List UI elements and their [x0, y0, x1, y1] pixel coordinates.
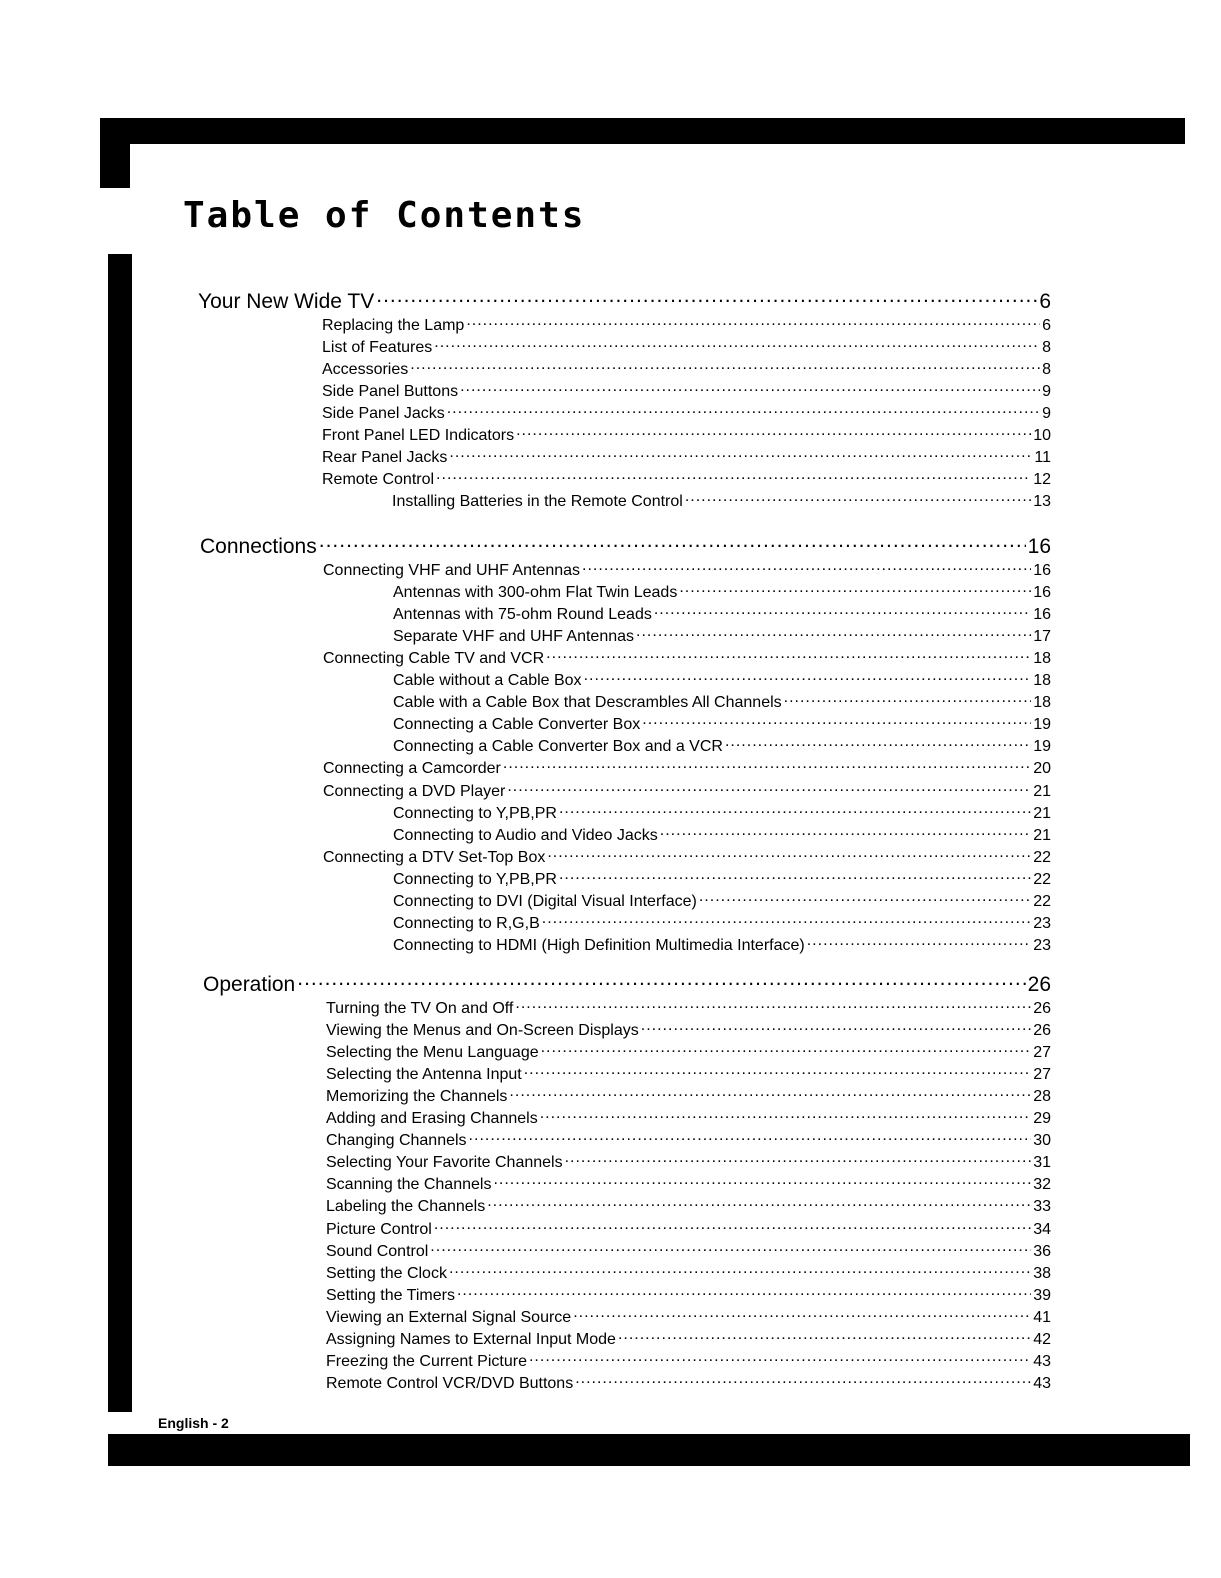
entry-title: Side Panel Jacks	[322, 404, 445, 422]
dot-leader	[447, 400, 1040, 418]
entry-title: Antennas with 75-ohm Round Leads	[393, 605, 652, 623]
entry-title: Rear Panel Jacks	[322, 449, 448, 467]
dot-leader	[565, 1150, 1032, 1168]
dot-leader	[547, 844, 1031, 862]
entry-page-number: 33	[1033, 1198, 1051, 1216]
entry-title: Connecting to HDMI (High Definition Multimedia Interface)	[393, 937, 805, 955]
entry-title: Side Panel Buttons	[322, 382, 459, 400]
dot-leader	[541, 1039, 1032, 1057]
toc-entry[interactable]	[322, 334, 1051, 357]
dot-leader	[654, 601, 1031, 619]
entry-page-number: 31	[1033, 1154, 1051, 1172]
left-border-tab	[100, 118, 130, 188]
dot-leader	[641, 1017, 1031, 1035]
entry-page-number: 21	[1033, 826, 1051, 844]
toc-subentry[interactable]	[393, 889, 1051, 912]
entry-title: Connecting to Audio and Video Jacks	[393, 826, 658, 844]
dot-leader	[685, 489, 1031, 507]
entry-page-number: 43	[1033, 1353, 1051, 1371]
dot-leader	[507, 778, 1031, 796]
entry-title: Connecting a DTV Set-Top Box	[323, 848, 546, 866]
entry-page-number: 17	[1033, 627, 1051, 645]
toc-entry[interactable]	[326, 995, 1051, 1018]
entry-page-number: 34	[1033, 1220, 1051, 1238]
dot-leader	[699, 889, 1031, 907]
toc-entry[interactable]	[326, 1061, 1051, 1084]
entry-title: Cable without a Cable Box	[393, 672, 582, 690]
dot-leader	[540, 1106, 1032, 1124]
entry-title: Sound Control	[326, 1242, 429, 1260]
entry-page-number: 30	[1033, 1132, 1051, 1150]
dot-leader	[493, 1172, 1031, 1190]
toc-entry[interactable]	[322, 356, 1051, 379]
entry-page-number: 22	[1033, 893, 1051, 911]
entry-page-number: 29	[1033, 1110, 1051, 1128]
toc-entry[interactable]	[322, 378, 1051, 401]
entry-title: Antennas with 300-ohm Flat Twin Leads	[393, 583, 678, 601]
toc-entry[interactable]	[326, 1216, 1051, 1239]
entry-page-number: 22	[1033, 870, 1051, 888]
entry-page-number: 8	[1042, 360, 1051, 378]
toc-subentry[interactable]	[393, 866, 1051, 889]
entry-page-number: 9	[1042, 404, 1051, 422]
toc-entry[interactable]	[322, 467, 1051, 490]
toc-entry[interactable]	[326, 1371, 1051, 1394]
toc-entry[interactable]	[322, 423, 1051, 446]
toc-subentry[interactable]	[393, 690, 1051, 713]
dot-leader	[436, 467, 1031, 485]
entry-title: Connecting to Y,PB,PR	[393, 870, 557, 888]
toc-subentry[interactable]	[393, 800, 1051, 823]
dot-leader	[503, 756, 1031, 774]
toc-entry[interactable]	[326, 1083, 1051, 1106]
entry-page-number: 39	[1033, 1286, 1051, 1304]
toc-entry[interactable]	[323, 557, 1051, 580]
dot-leader	[582, 557, 1031, 575]
dot-leader	[575, 1371, 1031, 1389]
entry-title: Operation	[203, 973, 296, 997]
entry-page-number: 9	[1042, 382, 1051, 400]
left-border-bar	[108, 254, 132, 1412]
entry-title: Selecting Your Favorite Channels	[326, 1154, 563, 1172]
entry-title: Connecting to DVI (Digital Visual Interface)	[393, 893, 697, 911]
entry-page-number: 21	[1033, 804, 1051, 822]
entry-page-number: 19	[1033, 716, 1051, 734]
toc-entry[interactable]	[326, 1304, 1051, 1327]
dot-leader	[529, 1349, 1031, 1367]
dot-leader	[410, 356, 1040, 374]
dot-leader	[515, 995, 1031, 1013]
toc-entry[interactable]	[322, 400, 1051, 423]
toc-subentry[interactable]	[393, 668, 1051, 691]
entry-page-number: 41	[1033, 1308, 1051, 1326]
entry-page-number: 12	[1033, 471, 1051, 489]
entry-title: Labeling the Channels	[326, 1198, 486, 1216]
dot-leader	[807, 933, 1031, 951]
toc-entry[interactable]	[326, 1172, 1051, 1195]
entry-title: Viewing an External Signal Source	[326, 1308, 572, 1326]
toc-entry[interactable]	[323, 778, 1051, 801]
dot-leader	[584, 668, 1032, 686]
dot-leader	[524, 1061, 1031, 1079]
entry-title: Connecting Cable TV and VCR	[323, 649, 545, 667]
entry-page-number: 16	[1033, 561, 1051, 579]
dot-leader	[516, 423, 1031, 441]
entry-page-number: 18	[1033, 672, 1051, 690]
entry-title: Selecting the Antenna Input	[326, 1065, 522, 1083]
toc-entry[interactable]	[322, 312, 1051, 335]
toc-entry[interactable]	[326, 1150, 1051, 1173]
toc-entry[interactable]	[326, 1128, 1051, 1151]
dot-leader	[636, 623, 1031, 641]
entry-title: Connecting to Y,PB,PR	[393, 804, 557, 822]
entry-title: Freezing the Current Picture	[326, 1353, 527, 1371]
entry-title: Connecting a Cable Converter Box and a VCR	[393, 738, 723, 756]
entry-page-number: 43	[1033, 1375, 1051, 1393]
toc-entry[interactable]	[326, 1349, 1051, 1372]
toc-subentry[interactable]	[393, 933, 1051, 956]
entry-title: Assigning Names to External Input Mode	[326, 1331, 616, 1349]
dot-leader	[679, 579, 1031, 597]
entry-title: Changing Channels	[326, 1132, 467, 1150]
dot-leader	[449, 1260, 1031, 1278]
entry-title: Remote Control VCR/DVD Buttons	[326, 1375, 574, 1393]
toc-subentry[interactable]	[393, 822, 1051, 845]
entry-page-number: 13	[1033, 493, 1051, 511]
top-border-bar	[100, 118, 1185, 144]
entry-page-number: 23	[1033, 937, 1051, 955]
entry-page-number: 16	[1033, 605, 1051, 623]
page-footer: English - 2	[158, 1415, 229, 1431]
entry-title: Turning the TV On and Off	[326, 999, 514, 1017]
entry-title: Connecting VHF and UHF Antennas	[323, 561, 581, 579]
dot-leader	[319, 530, 1026, 553]
entry-title: Replacing the Lamp	[322, 316, 465, 334]
dot-leader	[487, 1194, 1031, 1212]
entry-page-number: 26	[1033, 1021, 1051, 1039]
dot-leader	[660, 822, 1031, 840]
entry-page-number: 19	[1033, 738, 1051, 756]
entry-title: Accessories	[322, 360, 409, 378]
toc-entry[interactable]	[326, 1327, 1051, 1350]
dot-leader	[784, 690, 1032, 708]
dot-leader	[430, 1238, 1031, 1256]
dot-leader	[457, 1282, 1031, 1300]
dot-leader	[460, 378, 1040, 396]
entry-title: Connecting to R,G,B	[393, 915, 540, 933]
entry-title: List of Features	[322, 338, 433, 356]
toc-entry[interactable]	[326, 1017, 1051, 1040]
entry-page-number: 18	[1033, 649, 1051, 667]
dot-leader	[725, 734, 1031, 752]
dot-leader	[469, 1128, 1032, 1146]
dot-leader	[466, 312, 1040, 330]
entry-page-number: 27	[1033, 1065, 1051, 1083]
toc-entry[interactable]	[326, 1039, 1051, 1062]
toc-entry[interactable]	[326, 1238, 1051, 1261]
entry-page-number: 26	[1033, 999, 1051, 1017]
entry-page-number: 11	[1034, 449, 1051, 467]
toc-subentry[interactable]	[392, 489, 1051, 512]
entry-page-number: 22	[1033, 848, 1051, 866]
page-title: Table of Contents	[183, 195, 586, 236]
dot-leader	[542, 911, 1031, 929]
entry-page-number: 16	[1033, 583, 1051, 601]
toc-entry[interactable]	[323, 645, 1051, 668]
entry-page-number: 42	[1033, 1331, 1051, 1349]
entry-title: Connecting a Camcorder	[323, 760, 501, 778]
entry-page-number: 18	[1033, 694, 1051, 712]
entry-title: Setting the Clock	[326, 1264, 447, 1282]
dot-leader	[434, 334, 1040, 352]
entry-title: Selecting the Menu Language	[326, 1043, 539, 1061]
entry-title: Cable with a Cable Box that Descrambles All Channels	[393, 694, 782, 712]
toc-section-heading[interactable]	[200, 530, 1051, 559]
entry-title: Viewing the Menus and On-Screen Displays	[326, 1021, 639, 1039]
dot-leader	[434, 1216, 1031, 1234]
dot-leader	[642, 712, 1031, 730]
toc-entry[interactable]	[323, 844, 1051, 867]
toc-subentry[interactable]	[393, 601, 1051, 624]
dot-leader	[618, 1327, 1031, 1345]
entry-page-number: 20	[1033, 760, 1051, 778]
toc-subentry[interactable]	[393, 734, 1051, 757]
dot-leader	[573, 1304, 1031, 1322]
entry-page-number: 6	[1042, 316, 1051, 334]
toc-subentry[interactable]	[393, 579, 1051, 602]
dot-leader	[559, 800, 1031, 818]
entry-title: Separate VHF and UHF Antennas	[393, 627, 635, 645]
entry-title: Setting the Timers	[326, 1286, 455, 1304]
toc-section-heading[interactable]	[203, 968, 1051, 997]
entry-page-number: 28	[1033, 1087, 1051, 1105]
entry-page-number: 16	[1027, 535, 1051, 559]
entry-title: Connections	[200, 535, 317, 559]
entry-title: Connecting a Cable Converter Box	[393, 716, 641, 734]
entry-title: Scanning the Channels	[326, 1176, 492, 1194]
dot-leader	[376, 285, 1037, 308]
entry-title: Your New Wide TV	[198, 290, 375, 314]
toc-entry[interactable]	[323, 756, 1051, 779]
toc-entry[interactable]	[322, 445, 1051, 468]
entry-title: Picture Control	[326, 1220, 432, 1238]
entry-page-number: 21	[1033, 782, 1051, 800]
entry-title: Memorizing the Channels	[326, 1087, 508, 1105]
bottom-border-bar	[108, 1434, 1190, 1466]
toc-entry[interactable]	[326, 1260, 1051, 1283]
entry-page-number: 27	[1033, 1043, 1051, 1061]
entry-title: Connecting a DVD Player	[323, 782, 506, 800]
entry-title: Adding and Erasing Channels	[326, 1110, 538, 1128]
toc-entry[interactable]	[326, 1282, 1051, 1305]
entry-title: Front Panel LED Indicators	[322, 427, 515, 445]
entry-page-number: 36	[1033, 1242, 1051, 1260]
toc-subentry[interactable]	[393, 712, 1051, 735]
entry-page-number: 10	[1033, 427, 1051, 445]
entry-title: Remote Control	[322, 471, 435, 489]
entry-page-number: 8	[1042, 338, 1051, 356]
dot-leader	[297, 968, 1025, 991]
entry-title: Installing Batteries in the Remote Control	[392, 493, 683, 511]
dot-leader	[559, 866, 1031, 884]
entry-page-number: 26	[1027, 973, 1051, 997]
toc-subentry[interactable]	[393, 911, 1051, 934]
entry-page-number: 6	[1039, 290, 1051, 314]
entry-page-number: 32	[1033, 1176, 1051, 1194]
dot-leader	[546, 645, 1031, 663]
entry-page-number: 23	[1033, 915, 1051, 933]
dot-leader	[449, 445, 1032, 463]
entry-page-number: 38	[1033, 1264, 1051, 1282]
toc-entry[interactable]	[326, 1106, 1051, 1129]
toc-subentry[interactable]	[393, 623, 1051, 646]
toc-entry[interactable]	[326, 1194, 1051, 1217]
dot-leader	[509, 1083, 1031, 1101]
toc-section-heading[interactable]	[198, 285, 1051, 314]
